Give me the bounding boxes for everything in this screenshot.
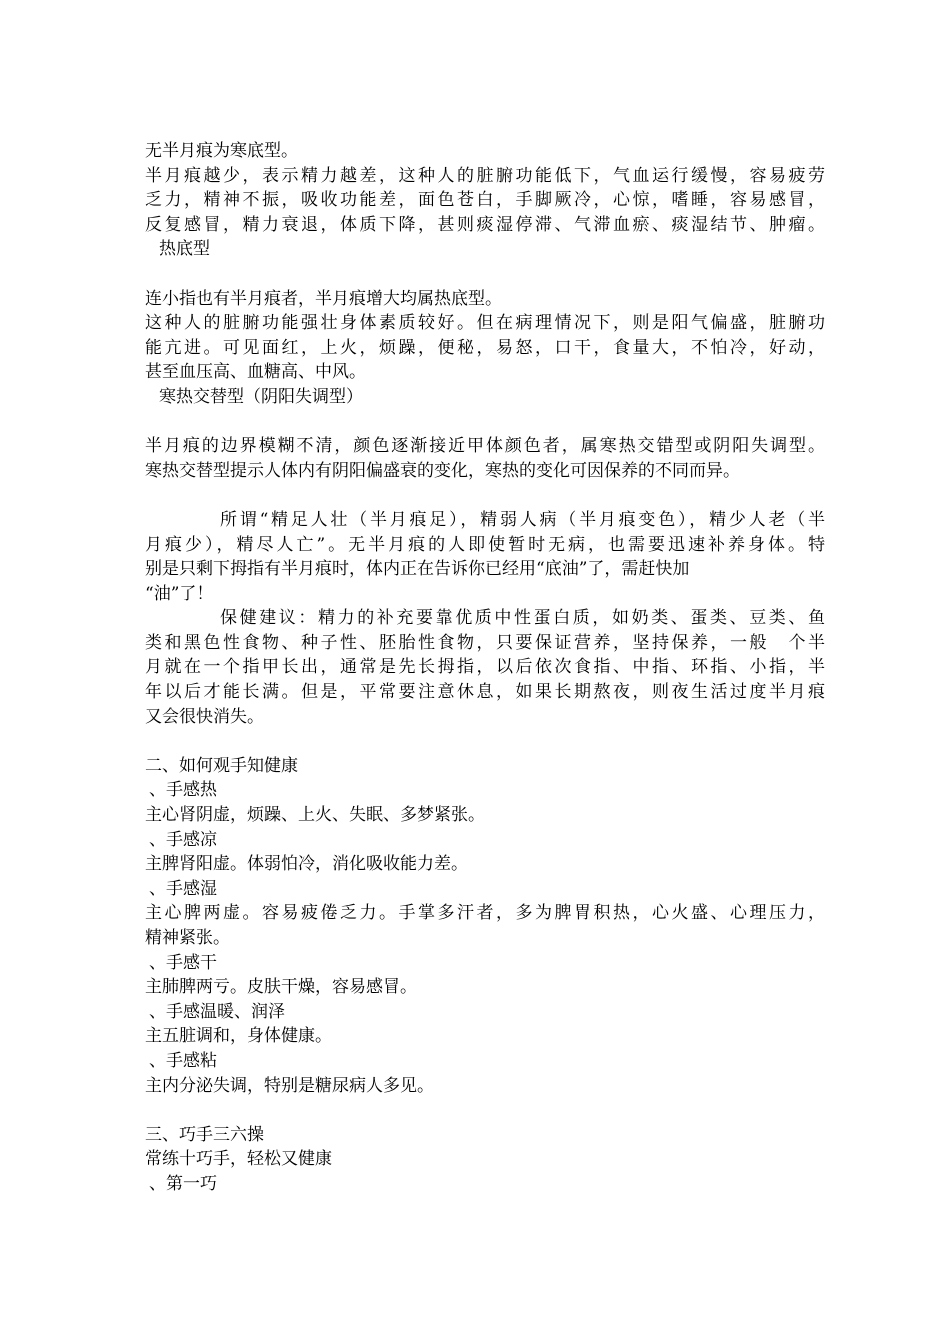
text-line: 年以后才能长满。但是，平常要注意休息，如果长期熬夜，则夜生活过度半月痕 xyxy=(145,682,825,703)
blank-line xyxy=(145,1098,825,1123)
text-line: 类和黑色性食物、种子性、胚胎性食物，只要保证营养，坚持保养，一般 个半 xyxy=(145,632,825,653)
list-item-heading: 、手感温暖、润泽 xyxy=(149,1001,285,1022)
text-line: 主脾肾阳虚。体弱怕冷，消化吸收能力差。 xyxy=(145,854,468,875)
list-item-heading: 、第一巧 xyxy=(149,1173,217,1194)
text-line: 连小指也有半月痕者，半月痕增大均属热底型。 xyxy=(145,288,502,309)
text-line: 主五脏调和，身体健康。 xyxy=(145,1026,332,1047)
list-item-heading: 、手感热 xyxy=(149,780,217,801)
text-line: 这种人的脏腑功能强壮身体素质较好。但在病理情况下，则是阳气偏盛，脏腑功 xyxy=(145,313,825,334)
blank-line xyxy=(145,410,825,435)
text-line: 乏力，精神不振，吸收功能差，面色苍白，手脚厥冷，心惊，嗜睡，容易感冒， xyxy=(145,190,825,211)
text-line: 主肺脾两亏。皮肤干燥，容易感冒。 xyxy=(145,977,417,998)
text-line: 反复感冒，精力衰退，体质下降，甚则痰湿停滞、气滞血瘀、痰湿结节、肿瘤。 xyxy=(145,214,825,235)
text-line: 主心脾两虚。容易疲倦乏力。手掌多汗者，多为脾胃积热，心火盛、心理压力， xyxy=(145,903,825,924)
list-item-heading: 、手感凉 xyxy=(149,829,217,850)
text-line: 主心肾阴虚，烦躁、上火、失眠、多梦紧张。 xyxy=(145,805,485,826)
text-line: 保健建议：精力的补充要靠优质中性蛋白质，如奶类、蛋类、豆类、鱼 xyxy=(220,608,825,629)
text-line: 半月痕的边界模糊不清，颜色逐渐接近甲体颜色者，属寒热交错型或阴阳失调型。 xyxy=(145,436,825,457)
text-line: 月痕少），精尽人亡”。无半月痕的人即使暂时无病，也需要迅速补养身体。特 xyxy=(145,534,825,555)
text-line: 常练十巧手，轻松又健康 xyxy=(145,1149,332,1170)
text-line: 能亢进。可见面红，上火，烦躁，便秘，易怒，口干，食量大，不怕冷，好动， xyxy=(145,337,825,358)
text-line: 甚至血压高、血糖高、中风。 xyxy=(145,362,366,383)
text-line: 半月痕越少，表示精力越差，这种人的脏腑功能低下，气血运行缓慢，容易疲劳 xyxy=(145,165,825,186)
text-line: “油”了！ xyxy=(145,583,214,604)
text-line: 所谓“精足人壮（半月痕足），精弱人病（半月痕变色），精少人老（半 xyxy=(220,509,825,530)
subheading: 热底型 xyxy=(159,239,210,260)
list-item-heading: 、手感湿 xyxy=(149,878,217,899)
blank-line xyxy=(145,729,825,754)
text-line: 主内分泌失调，特别是糖尿病人多见。 xyxy=(145,1075,434,1096)
text-line: 寒热交替型提示人体内有阴阳偏盛衰的变化，寒热的变化可因保养的不同而异。 xyxy=(145,460,740,481)
list-item-heading: 、手感干 xyxy=(149,952,217,973)
blank-line xyxy=(145,483,825,508)
text-line: 精神紧张。 xyxy=(145,928,230,948)
section-heading: 二、如何观手知健康 xyxy=(145,755,298,776)
section-heading: 三、巧手三六操 xyxy=(145,1124,264,1145)
subheading: 寒热交替型（阴阳失调型） xyxy=(159,386,363,407)
text-line: 别是只剩下拇指有半月痕时，体内正在告诉你已经用“底油”了，需赶快加 xyxy=(145,559,690,580)
list-item-heading: 、手感粘 xyxy=(149,1050,217,1071)
text-line: 又会很快消失。 xyxy=(145,706,264,727)
text-line: 无半月痕为寒底型。 xyxy=(145,141,298,161)
blank-line xyxy=(145,262,825,287)
document-body xyxy=(145,139,825,1197)
text-line: 月就在一个指甲长出，通常是先长拇指，以后依次食指、中指、环指、小指，半 xyxy=(145,657,825,678)
